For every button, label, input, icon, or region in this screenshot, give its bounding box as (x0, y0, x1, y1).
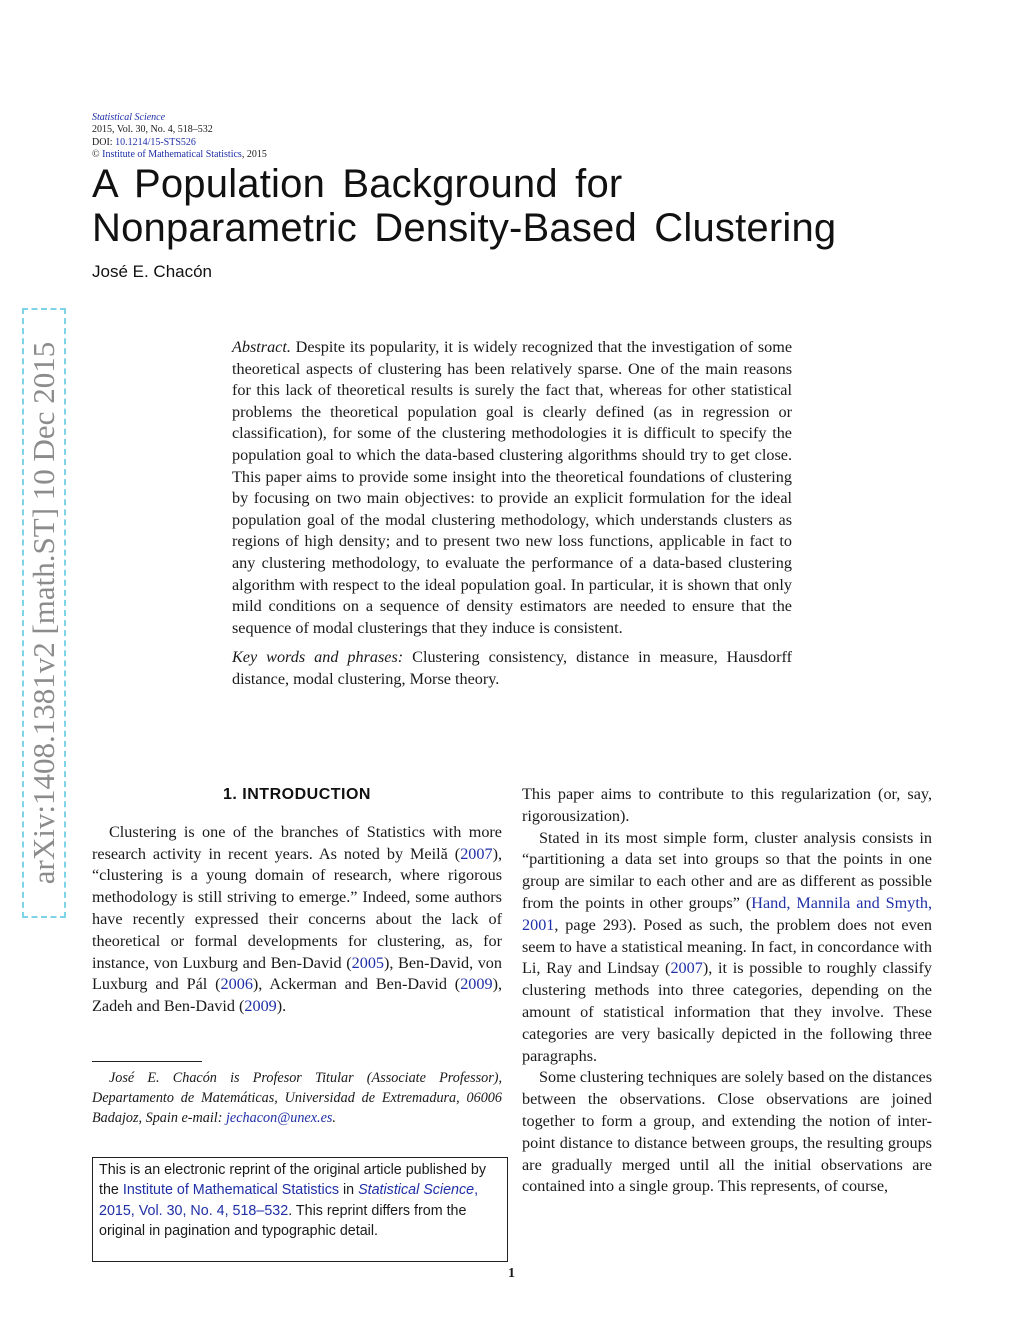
keywords-label: Key words and phrases: (232, 648, 404, 667)
publication-header (92, 112, 267, 161)
citation-link[interactable]: 2005 (351, 953, 384, 972)
journal-reprint-link[interactable]: Statistical Science (358, 1182, 475, 1199)
email-link[interactable]: jechacon@unex.es (225, 1110, 333, 1126)
doi-link[interactable]: 10.1214/15-STS526 (115, 136, 196, 148)
intro-text: ), Zadeh and Ben-David ( (92, 975, 502, 1016)
author-name: José E. Chacón (92, 262, 213, 281)
right-column (522, 784, 932, 1198)
citation-link[interactable]: 2009 (244, 997, 277, 1016)
reprint-text: This is an electronic reprint of the original article published by the (99, 1162, 487, 1199)
footnote-text: José E. Chacón is Profesor Titular (Associate Professor), Departamento de Matemáticas, Universidad de Extremadura, 06006 Badajoz, Spain e-mail: (92, 1070, 502, 1126)
abstract-body (232, 337, 792, 639)
footnote-end: . (332, 1110, 336, 1126)
citation-link[interactable]: Hand, Mannila and Smyth, 2001 (522, 893, 932, 934)
author-footnote (92, 1068, 502, 1128)
intro-text: ), “clustering is a young domain of research, where rigorous methodology is still striving to emerge.” Indeed, some authors have recently expressed their concerns about the lack of theoretical or formal developments for clustering, as, for instance, von Luxburg and Ben-David ( (92, 844, 502, 972)
reprint-text: . This reprint differs from the original in pagination and typographic detail. (99, 1202, 467, 1239)
right-paragraph-3: Some clustering techniques are solely based on the distances between the observations. Close observations are joined together to form a group, and extending the notion of inter-point distance to distance between groups, the resulting groups are gradually merged until all the initial observations are contained into a single group. This represents, of course, (522, 1068, 932, 1196)
intro-text: Clustering is one of the branches of Statistics with more research activity in recent years. As noted by Meilă ( (92, 822, 502, 863)
intro-paragraph (92, 822, 502, 1018)
abstract-label: Abstract. (232, 338, 291, 356)
citation-link[interactable]: 2007 (460, 844, 493, 863)
journal-link[interactable]: Statistical Science (92, 112, 166, 123)
keywords (232, 647, 792, 690)
right-paragraph-1: This paper aims to contribute to this regularization (or, say, rigorousization). (522, 785, 932, 825)
volume-reprint-link[interactable]: , 2015, Vol. 30, No. 4, 518–532 (99, 1182, 479, 1219)
body-text: , page 293). Posed as such, the problem does not even seem to have a statistical meaning. In fact, in concordance with Li, Ray and Lindsay ( (522, 915, 932, 978)
intro-text: ), Ben-David, von Luxburg and Pál ( (92, 953, 502, 994)
arxiv-identifier[interactable]: arXiv:1408.1381v2 [math.ST] 10 Dec 2015 (22, 308, 66, 918)
doi-line (92, 137, 267, 149)
copyright-icon: © (92, 148, 100, 160)
intro-text: ). (276, 997, 287, 1016)
paper-title (92, 162, 836, 250)
right-paragraph-2 (522, 828, 932, 1068)
body-text: ), it is possible to roughly classify clustering methods into three categories, depending on the amount of statistical information that they involve. These categories are very basically depicted in the following three paragraphs. (522, 959, 933, 1065)
title-line-1: A Population Background for (92, 162, 623, 206)
volume-line: 2015, Vol. 30, No. 4, 518–532 (92, 124, 213, 136)
citation-link[interactable]: 2007 (670, 959, 703, 978)
reprint-notice (92, 1157, 508, 1262)
abstract (232, 337, 792, 691)
citation-link[interactable]: 2006 (220, 975, 253, 994)
page-number: 1 (508, 1266, 515, 1281)
footnote-divider (92, 1061, 202, 1062)
copyright-line (92, 149, 267, 161)
keywords-text: Clustering consistency, distance in measure, Hausdorff distance, modal clustering, Morse theory. (232, 648, 792, 688)
left-column (92, 784, 502, 1018)
ims-link[interactable]: Institute of Mathematical Statistics (102, 148, 242, 160)
ims-reprint-link[interactable]: Institute of Mathematical Statistics (122, 1182, 339, 1199)
citation-link[interactable]: 2009 (460, 975, 493, 994)
body-text: Stated in its most simple form, cluster analysis consists in “partitioning a data set into groups so that the points in one group are similar to each other and are as different as possible from the points in other groups” ( (522, 828, 932, 912)
copyright-year: , 2015 (241, 148, 267, 160)
reprint-text: in (339, 1182, 359, 1199)
intro-text: ), Ackerman and Ben-David ( (252, 975, 461, 994)
abstract-text: Despite its popularity, it is widely recognized that the investigation of some theoretical aspects of clustering has been relatively sparse. One of the main reasons for this lack of theoretical results is surely the fact that, whereas for other statistical problems the theoretical population goal is clearly defined (as in regression or classification), for some of the clustering methodologies it is difficult to specify the population goal to which the data-based clustering algorithms should try to get close. This paper aims to provide some insight into the theoretical foundations of clustering by focusing on two main objectives: to provide an explicit formulation for the ideal population goal of the modal clustering methodology, which understands clusters as regions of high density; and to present two new loss functions, applicable in fact to any clustering methodology, to evaluate the performance of a data-based clustering algorithm with respect to the ideal population goal. In particular, it is shown that only mild conditions on a sequence of density estimators are needed to ensure that the sequence of modal clusterings that they induce is consistent. (232, 338, 792, 637)
doi-label: DOI: (92, 136, 116, 148)
section-heading-introduction: 1. INTRODUCTION (223, 786, 371, 803)
title-line-2: Nonparametric Density-Based Clustering (92, 206, 837, 250)
